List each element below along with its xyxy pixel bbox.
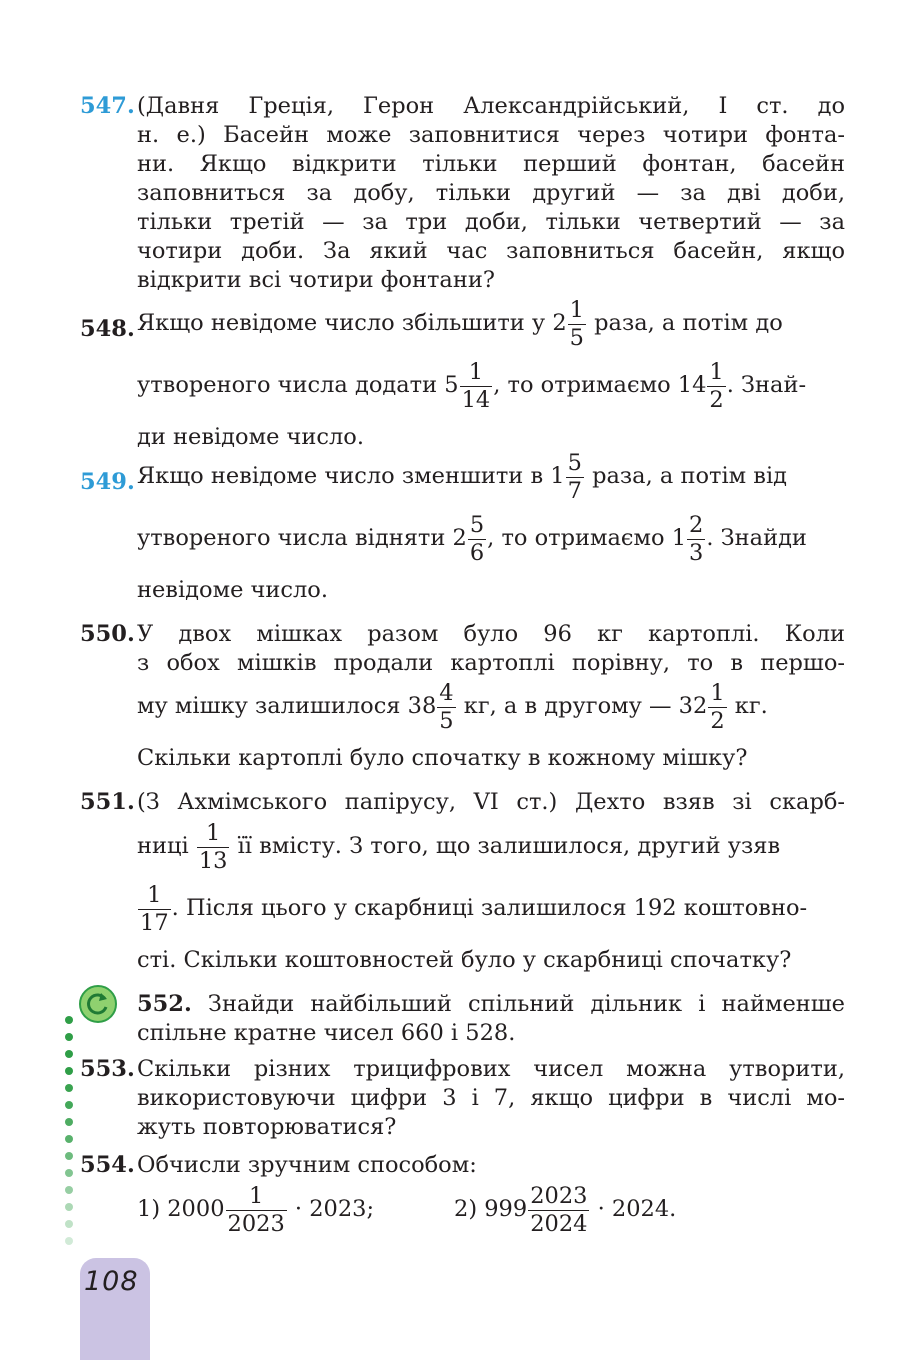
fraction: $\frac{2023}{2024}$	[530, 1183, 588, 1237]
margin-dots	[62, 1016, 76, 1246]
problem-552	[80, 990, 845, 1050]
problem-number: 547.	[80, 93, 135, 119]
fraction: $\frac{1}{2}$	[710, 680, 725, 734]
page-number: 108	[84, 1266, 139, 1297]
problem-number: 553.	[80, 1056, 135, 1082]
fraction: $\frac{5}{6}$	[469, 512, 485, 566]
text-line: н. е.) Басейн може заповнитися через чотири фонта-	[137, 122, 845, 148]
problem-547	[80, 92, 845, 302]
text-line: утвореного числа додати 5 $\frac{1}{14}$ , то отримаємо 14 $\frac{1}{2}$ . Знай-	[137, 359, 807, 413]
text-line: (З Ахмімського папірусу, VI ст.) Дехто взяв зі скарб-	[137, 789, 845, 815]
text-line: Обчисли зручним способом:	[137, 1152, 477, 1178]
text-line: ниці $\frac{1}{13}$ її вмісту. З того, що залишилося, другий узяв	[137, 820, 781, 874]
problem-554	[80, 1151, 845, 1251]
text-line: з обох мішків продали картоплі порівну, то в першо-	[137, 650, 845, 676]
fraction: $\frac{1}{14}$	[461, 359, 491, 413]
text-line: му мішку залишилося 38 $\frac{4}{5}$ кг, а в другому — 32 $\frac{1}{2}$ кг.	[137, 680, 768, 734]
expression-2: 2) 999 $\frac{2023}{2024}$ · 2024.	[454, 1183, 677, 1237]
text-line: тільки третій — за три доби, тільки четвертий — за	[137, 209, 845, 235]
problem-550	[80, 620, 845, 770]
fraction: $\frac{2}{3}$	[689, 512, 704, 566]
fraction: $\frac{1}{17}$	[140, 882, 169, 936]
text-line: 552. Знайди найбільший спільний дільник і найменше	[137, 991, 845, 1017]
problem-551	[80, 788, 845, 978]
problem-number: 550.	[80, 621, 135, 647]
text-line: сті. Скільки коштовностей було у скарбниці спочатку?	[137, 947, 792, 973]
expression-1: 1) 2000 $\frac{1}{2023}$ · 2023;	[137, 1183, 375, 1237]
text-line: спільне кратне чисел 660 і 528.	[137, 1020, 516, 1046]
text-line: Якщо невідоме число зменшити в 1 $\frac{5}{7}$ раза, а потім від	[137, 450, 788, 504]
text-line: ни. Якщо відкрити тільки перший фонтан, басейн	[137, 151, 845, 177]
fraction: $\frac{1}{13}$	[198, 820, 228, 874]
text-line: невідоме число.	[137, 577, 329, 603]
text-line: відкрити всі чотири фонтани?	[137, 267, 495, 293]
problem-549	[80, 450, 845, 608]
fraction: $\frac{1}{5}$	[569, 297, 584, 351]
text-line: ди невідоме число.	[137, 424, 365, 450]
fraction: $\frac{4}{5}$	[439, 680, 454, 734]
text-line: Скільки картоплі було спочатку в кожному мішку?	[137, 745, 748, 771]
fraction: $\frac{1}{2023}$	[227, 1183, 285, 1237]
problem-number: 549.	[80, 469, 135, 495]
text-line: жуть повторюватися?	[137, 1114, 397, 1140]
problem-number: 554.	[80, 1152, 135, 1178]
problem-number: 548.	[80, 316, 135, 342]
text-line: використовуючи цифри 3 і 7, якщо цифри в числі мо-	[137, 1085, 845, 1111]
problem-553	[80, 1055, 845, 1145]
text-line: Скільки різних трицифрових чисел можна утворити,	[137, 1056, 845, 1082]
text-line: (Давня Греція, Герон Александрійський, І ст. до	[137, 93, 845, 119]
problem-number: 551.	[80, 789, 135, 815]
fraction: $\frac{5}{7}$	[567, 450, 582, 504]
fraction: $\frac{1}{2}$	[709, 359, 724, 413]
text-line: утвореного числа відняти 2 $\frac{5}{6}$ , то отримаємо 1 $\frac{2}{3}$ . Знайди	[137, 512, 807, 566]
text-line: $\frac{1}{17}$ . Після цього у скарбниці залишилося 192 коштовно-	[140, 882, 808, 936]
text-line: заповниться за добу, тільки другий — за дві доби,	[137, 180, 845, 206]
text-line: У двох мішках разом було 96 кг картоплі. Коли	[137, 621, 845, 647]
text-line: чотири доби. За який час заповниться басейн, якщо	[137, 238, 845, 264]
problem-number: 552.	[137, 991, 192, 1017]
problem-548	[80, 297, 845, 455]
text-line: Якщо невідоме число збільшити у 2 $\frac{1}{5}$ раза, а потім до	[137, 297, 783, 351]
